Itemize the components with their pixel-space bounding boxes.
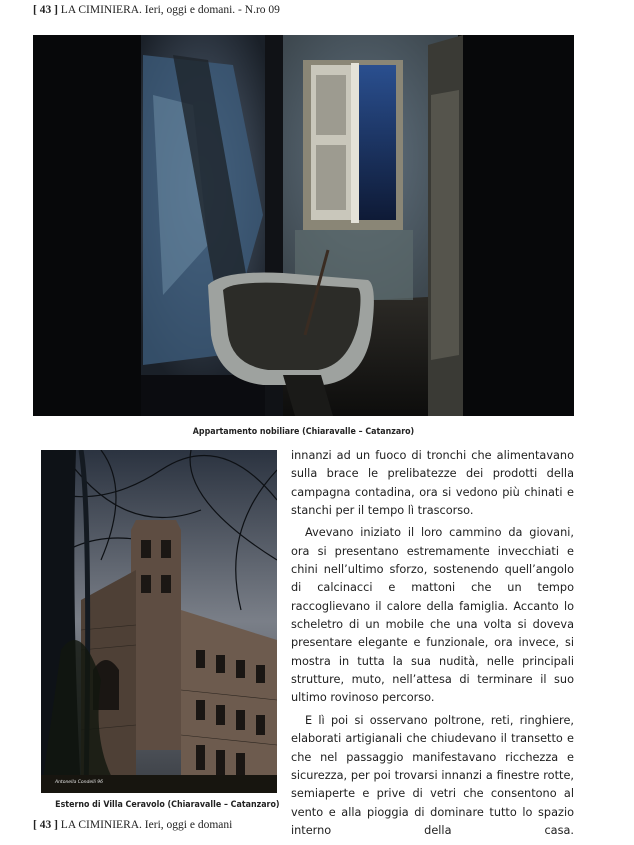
photo-credit: Antonella Condelli 96 xyxy=(55,780,104,785)
villa-photo xyxy=(41,450,277,793)
interior-photo xyxy=(33,35,574,416)
header-title: LA CIMINIERA. Ieri, oggi e domani. - N.ro 09 xyxy=(60,4,280,16)
header-page-number: [ 43 ] xyxy=(33,4,58,16)
article-paragraph: E lì poi si osservano poltrone, reti, ringhiere, elaborati artigianali che chiudevano il transetto e che nel passaggio manifestavano ricchezza e sicurezza, per poi trovarsi innanzi a finestre rotte, semiaperte e prive di vetri che consentono al vento e alla pioggia di dominare tutto lo spazio interno della casa. xyxy=(291,713,574,837)
article-paragraph: innanzi ad un fuoco di tronchi che alimentavano sulla brace le prelibatezze dei prodotti della campagna contadina, ora si vedono più chinati e stanchi per il tempo lì trascorso. xyxy=(291,449,574,518)
page-header xyxy=(33,4,280,16)
villa-photo-caption: Esterno di Villa Ceravolo (Chiaravalle – Catanzaro) xyxy=(55,800,280,810)
article-paragraph: Avevano iniziato il loro cammino da giovani, ora si presentano estremamente invecchiati e chini nell’ultimo sforzo, sostenendo quell’angolo di calcinacci e mattoni che un tempo raccoglievano il calore della famiglia. Accanto lo scheletro di un mobile che una volta si doveva presentare elegante e funzionale, ora invece, si mostra in tutta la sua nudità, nelle principali strutture, muto, nell’attesa di terminare il suo ultimo rovinoso percorso. xyxy=(291,526,574,705)
page-footer xyxy=(33,819,232,831)
footer-title: LA CIMINIERA. Ieri, oggi e domani xyxy=(60,819,233,831)
article-body xyxy=(291,447,574,844)
footer-page-number: [ 43 ] xyxy=(33,819,58,831)
interior-photo-caption: Appartamento nobiliare (Chiaravalle – Catanzaro) xyxy=(192,427,415,437)
